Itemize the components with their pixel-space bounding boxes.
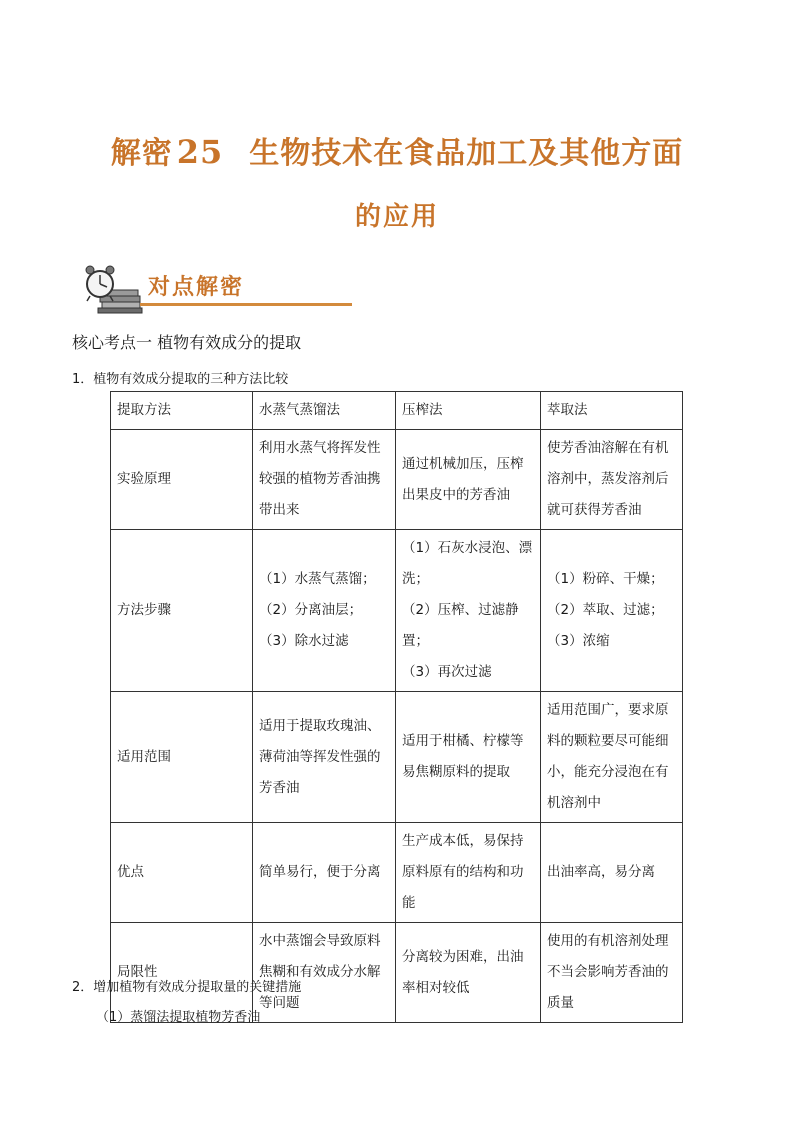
banner-title: 对点解密	[148, 274, 245, 300]
header-cell: 压榨法	[396, 392, 541, 430]
cell-line: 溶剂中，蒸发溶剂后	[547, 471, 669, 487]
cell-line: 不当会影响芳香油的	[547, 964, 669, 980]
item2-label: 2．增加植物有效成分提取量的关键措施	[72, 980, 302, 995]
section-heading: 核心考点一 植物有效成分的提取	[72, 333, 302, 352]
cell-line: （3）再次过滤	[402, 664, 492, 680]
table-cell	[396, 530, 541, 692]
title-rest: 生物技术在食品加工及其他方面	[249, 136, 684, 171]
header-cell: 萃取法	[541, 392, 683, 430]
cell-line: 出油率高，易分离	[547, 864, 655, 880]
table-cell	[396, 430, 541, 530]
cell-line: 较强的植物芳香油携	[259, 471, 381, 487]
cell-line: 料的颗粒要尽可能细	[547, 733, 669, 749]
cell-line: 利用水蒸气将挥发性	[259, 440, 381, 456]
header-cell: 水蒸气蒸馏法	[253, 392, 396, 430]
table-cell	[396, 692, 541, 823]
cell-line: （2）压榨、过滤静置；	[402, 602, 519, 649]
banner-underline	[140, 303, 352, 306]
cell-line: 出果皮中的芳香油	[402, 486, 510, 503]
table-cell	[253, 692, 396, 823]
row-label: 优点	[111, 823, 253, 923]
cell-line: 适用于提取玫瑰油、	[259, 717, 381, 734]
cell-line: （2）萃取、过滤；	[547, 602, 664, 618]
cell-line: 水中蒸馏会导致原料	[259, 933, 381, 949]
table-cell	[396, 823, 541, 923]
table-row	[111, 530, 683, 692]
table-row	[111, 823, 683, 923]
cell-line: 原料原有的结构和功	[402, 864, 524, 880]
table-header-row	[111, 392, 683, 430]
table-cell	[396, 923, 541, 1023]
cell-line: （3）浓缩	[547, 633, 610, 649]
table-cell	[541, 530, 683, 692]
cell-line: 适用范围广，要求原	[547, 702, 669, 718]
page-title-line1	[0, 128, 794, 172]
table-cell	[541, 923, 683, 1023]
table-cell	[253, 430, 396, 530]
table-cell	[253, 923, 396, 1023]
cell-line: 能	[402, 895, 416, 911]
row-label: 局限性	[111, 923, 253, 1023]
clock-books-icon	[78, 262, 144, 314]
header-cell: 提取方法	[111, 392, 253, 430]
title-prefix: 解密	[110, 136, 173, 171]
cell-line: （1）水蒸气蒸馏；	[259, 571, 376, 587]
cell-line: 焦糊和有效成分水解	[259, 964, 381, 980]
section-banner	[78, 262, 274, 314]
cell-line: （3）除水过滤	[259, 633, 349, 649]
cell-line: 芳香油	[259, 779, 300, 796]
cell-line: 就可获得芳香油	[547, 502, 642, 518]
comparison-table	[110, 391, 683, 1023]
cell-line: 等问题	[259, 995, 300, 1011]
item2-sub-label: （1）蒸馏法提取植物芳香油	[96, 1010, 261, 1025]
row-label: 方法步骤	[111, 530, 253, 692]
page-title-line2: 的应用	[354, 202, 439, 232]
row-label: 适用范围	[111, 692, 253, 823]
cell-line: 质量	[547, 995, 574, 1011]
cell-line: 易焦糊原料的提取	[402, 764, 510, 780]
cell-line: （1）石灰水浸泡、漂	[402, 540, 533, 556]
cell-line: （2）分离油层；	[259, 602, 363, 618]
item1-label: 1．植物有效成分提取的三种方法比较	[72, 372, 289, 387]
table-cell	[541, 430, 683, 530]
cell-line: 薄荷油等挥发性强的	[259, 748, 381, 765]
cell-line: 小，能充分浸泡在有	[547, 764, 669, 780]
cell-line: 带出来	[259, 502, 300, 518]
cell-line: 分离较为困难，出油	[402, 948, 524, 965]
cell-line: 机溶剂中	[547, 795, 601, 811]
cell-line: 率相对较低	[402, 979, 470, 996]
row-label: 实验原理	[111, 430, 253, 530]
cell-line: 生产成本低，易保持	[402, 833, 524, 849]
table-cell	[253, 530, 396, 692]
cell-line: 适用于柑橘、柠檬等	[402, 733, 524, 749]
title-number: 25	[176, 133, 224, 171]
cell-line: 通过机械加压，压榨	[402, 455, 524, 472]
cell-line: 洗；	[402, 571, 429, 587]
table-cell	[253, 823, 396, 923]
table-cell	[541, 692, 683, 823]
cell-line: 使芳香油溶解在有机	[547, 440, 669, 456]
cell-line: 简单易行，便于分离	[259, 864, 381, 880]
cell-line: （1）粉碎、干燥；	[547, 571, 664, 587]
table-row	[111, 692, 683, 823]
cell-line: 使用的有机溶剂处理	[547, 933, 669, 949]
table-cell	[541, 823, 683, 923]
table-row	[111, 430, 683, 530]
